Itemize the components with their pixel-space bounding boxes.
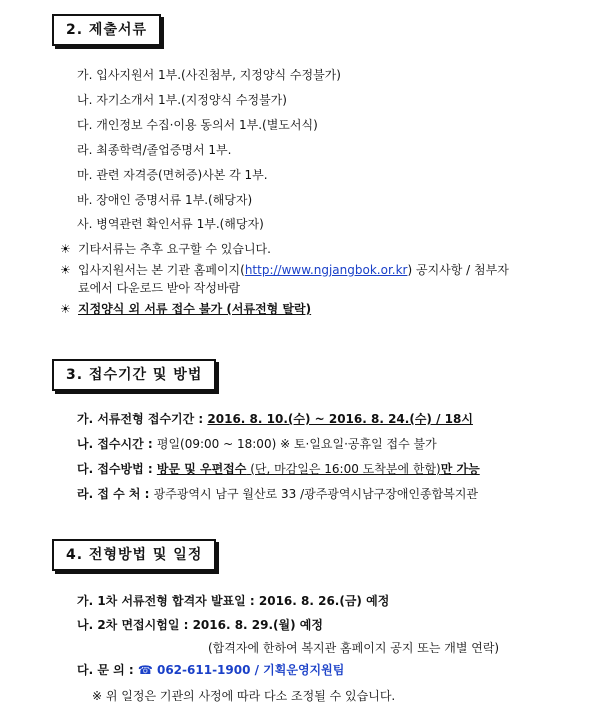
note-2 [60, 262, 509, 278]
time-row [77, 436, 437, 452]
method-only: 만 가능 [440, 462, 480, 476]
note-2-text-before: 입사지원서는 본 기관 홈페이지( [78, 263, 245, 277]
sun-icon: ☀ [60, 302, 71, 316]
doc-item-4: 라. 최종학력/졸업증명서 1부. [77, 143, 232, 157]
note-3-text: 지정양식 외 서류 접수 불가 (서류전형 탈락) [78, 302, 312, 316]
schedule-2-note: (합격자에 한하여 복지관 홈페이지 공지 또는 개별 연락) [208, 641, 500, 655]
doc-item-7: 사. 병역관련 확인서류 1부.(해당자) [77, 217, 264, 231]
schedule-2: 나. 2차 면접시험일 : 2016. 8. 29.(월) 예정 [77, 618, 323, 632]
homepage-link[interactable]: http://www.ngjangbok.or.kr [244, 263, 408, 277]
doc-item-6: 바. 장애인 증명서류 1부.(해당자) [77, 193, 253, 207]
note-2-text-after: ) 공지사항 / 첨부자 [407, 263, 509, 277]
period-value: 2016. 8. 10.(수) ~ 2016. 8. 24.(수) / 18시 [207, 412, 473, 426]
footnote: ※ 위 일정은 기관의 사정에 따라 다소 조정될 수 있습니다. [92, 689, 396, 703]
note-2-continuation: 료에서 다운로드 받아 작성바람 [78, 281, 241, 295]
method-label: 다. 접수방법 : [77, 462, 157, 476]
method-deadline: (단, 마감일은 16:00 도착분에 한함) [246, 462, 441, 476]
doc-item-5: 마. 관련 자격증(면허증)사본 각 1부. [77, 168, 268, 182]
section-2-title: 2. 제출서류 [52, 14, 161, 46]
doc-item-2: 나. 자기소개서 1부.(지정양식 수정불가) [77, 93, 287, 107]
period-row [77, 411, 473, 427]
contact-label: 다. 문 의 : [77, 663, 138, 677]
period-label: 가. 서류전형 접수기간 : [77, 412, 208, 426]
place-label: 라. 접 수 처 : [77, 487, 154, 501]
note-1 [60, 241, 271, 257]
place-value: 광주광역시 남구 월산로 33 /광주광역시남구장애인종합복지관 [153, 487, 478, 501]
doc-item-3: 다. 개인정보 수집·이용 동의서 1부.(별도서식) [77, 118, 318, 132]
sun-icon: ☀ [60, 242, 71, 256]
time-value: 평일(09:00 ~ 18:00) ※ 토·일요일·공휴일 접수 불가 [156, 437, 437, 451]
sun-icon: ☀ [60, 263, 71, 277]
place-row [77, 486, 478, 502]
time-label: 나. 접수시간 : [77, 437, 157, 451]
section-3-title: 3. 접수기간 및 방법 [52, 359, 216, 391]
note-1-text: 기타서류는 추후 요구할 수 있습니다. [78, 242, 271, 256]
doc-item-1: 가. 입사지원서 1부.(사진첨부, 지정양식 수정불가) [77, 68, 341, 82]
method-value: 방문 및 우편접수 [156, 462, 247, 476]
contact-value: ☎ 062-611-1900 / 기획운영지원팀 [137, 663, 345, 677]
contact-row [77, 662, 344, 678]
schedule-1: 가. 1차 서류전형 합격자 발표일 : 2016. 8. 26.(금) 예정 [77, 594, 390, 608]
section-4-title: 4. 전형방법 및 일정 [52, 539, 216, 571]
method-row [77, 461, 480, 477]
note-3 [60, 301, 311, 317]
